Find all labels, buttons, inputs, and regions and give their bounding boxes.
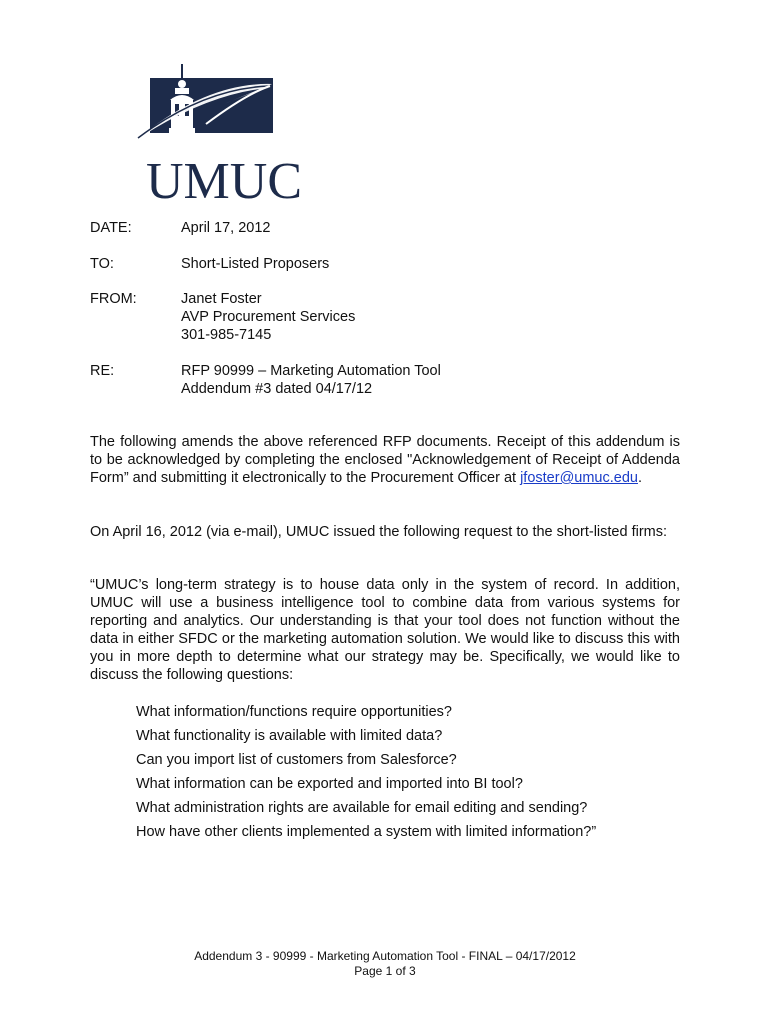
from-label: FROM: <box>90 291 137 307</box>
question-item: What administration rights are available for email editing and sending? <box>136 800 588 816</box>
date-label: DATE: <box>90 220 132 236</box>
email-link[interactable]: jfoster@umuc.edu <box>520 470 638 486</box>
footer-title: Addendum 3 - 90999 - Marketing Automation Tool - FINAL – 04/17/2012 <box>194 949 576 963</box>
re-label: RE: <box>90 363 115 379</box>
paragraph-receipt-end: . <box>637 470 642 486</box>
from-phone: 301-985-7145 <box>181 327 272 343</box>
re-subject: RFP 90999 – Marketing Automation Tool <box>181 363 441 379</box>
umuc-logo <box>136 64 321 210</box>
question-list <box>136 700 596 844</box>
paragraph-quote: “UMUC’s long-term strategy is to house data only in the system of record. In addition, UMUC will use a business intelligence tool to combine data from various systems for reporting and analytics. Our understanding is that your tool does not function without the data in either SFDC or the marketing automation solution. We would like to discuss this with you in more depth to determine what our strategy may be. Specifically, we would like to discuss the following questions: <box>90 577 680 683</box>
question-item: What information can be exported and imported into BI tool? <box>136 776 523 792</box>
logo-wordmark: UMUC <box>146 153 303 210</box>
from-title: AVP Procurement Services <box>181 309 356 325</box>
footer-page-number: Page 1 of 3 <box>354 964 416 978</box>
from-name: Janet Foster <box>181 291 262 307</box>
tower-emblem-icon <box>136 64 321 156</box>
paragraph-receipt-text: The following amends the above referenced RFP documents. Receipt of this addendum is to be acknowledged by completing the enclosed "Acknowledgement of Receipt of Addenda Form” and submitting it electronically to the Procurement Officer at <box>90 434 680 486</box>
paragraph-receipt <box>90 433 680 487</box>
paragraph-request: On April 16, 2012 (via e-mail), UMUC issued the following request to the short-listed firms: <box>90 524 668 540</box>
question-item: What functionality is available with limited data? <box>136 728 443 744</box>
to-value: Short-Listed Proposers <box>181 256 330 272</box>
question-item: What information/functions require opportunities? <box>136 704 452 720</box>
date-value: April 17, 2012 <box>181 220 271 236</box>
to-label: TO: <box>90 256 114 272</box>
question-item: Can you import list of customers from Salesforce? <box>136 752 457 768</box>
question-item: How have other clients implemented a system with limited information?” <box>136 824 597 840</box>
re-addendum: Addendum #3 dated 04/17/12 <box>181 381 373 397</box>
